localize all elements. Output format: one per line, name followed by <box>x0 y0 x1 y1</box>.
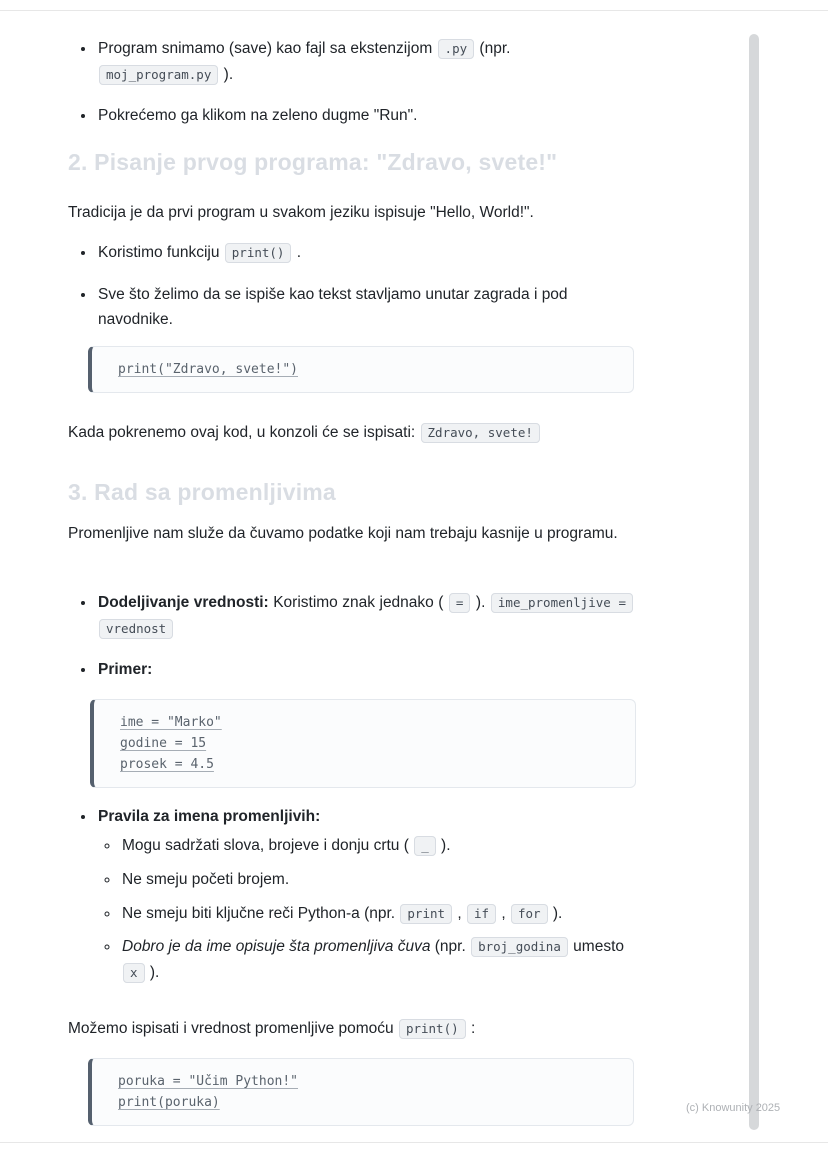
text-segment: Dodeljivanje vrednosti: <box>98 594 269 611</box>
inline-code: ime_promenljive = vrednost <box>99 593 633 639</box>
list-item-text <box>98 40 510 83</box>
paragraph-tradition: Tradicija je da prvi program u svakom jeziku ispisuje "Hello, World!". <box>68 204 534 221</box>
code-line: godine = 15 <box>120 735 207 751</box>
list-item-naming-rules <box>96 804 634 985</box>
inline-code: print() <box>225 243 292 263</box>
text-segment: Pravila za imena promenljivih: <box>98 807 321 825</box>
inline-code: print <box>400 904 452 924</box>
scrollbar-thumb[interactable] <box>749 34 759 1130</box>
list-item-text <box>122 837 451 854</box>
text-segment: ). <box>145 963 160 981</box>
text-segment: Sve što želimo da se ispiše kao tekst stavljamo unutar zagrada i pod navodnike. <box>98 285 568 329</box>
paragraph-console-output <box>68 420 634 446</box>
code-lines <box>118 1071 617 1113</box>
code-line: poruka = "Učim Python!" <box>118 1074 299 1089</box>
list-item-text <box>98 594 634 637</box>
page-top-edge <box>0 10 828 11</box>
inline-code: x <box>123 963 145 983</box>
inline-code: = <box>449 593 471 613</box>
inline-code: .py <box>438 39 475 59</box>
sublist-item <box>120 867 634 893</box>
text-segment: Mogu sadržati slova, brojeve i donju crtu ( <box>122 837 414 855</box>
list-item-example <box>96 657 634 788</box>
text-segment: Možemo ispisati i vrednost promenljive pomoću <box>68 1020 398 1037</box>
watermark: (c) Knowunity 2025 <box>686 1102 781 1114</box>
section-heading-3: 3. Rad sa promenljivima <box>68 479 336 505</box>
paragraph-text <box>68 424 541 441</box>
inline-code: if <box>467 904 496 924</box>
text-segment: Pokrećemo ga klikom na zeleno dugme "Run". <box>98 107 418 125</box>
sublist-item <box>120 833 634 859</box>
list-item-text <box>122 871 289 888</box>
list-item <box>96 240 634 266</box>
text-segment: ). <box>471 594 490 611</box>
sublist-naming-rules <box>98 833 634 985</box>
text-segment: ). <box>219 65 234 83</box>
bullet-list-print <box>68 240 634 349</box>
code-block-hello <box>88 346 634 393</box>
code-line: ime = "Marko" <box>120 714 222 730</box>
text-segment: . <box>292 244 302 261</box>
code-lines <box>120 712 619 775</box>
text-segment: ). <box>436 837 451 855</box>
list-item <box>96 282 634 333</box>
text-segment: Kada pokrenemo ovaj kod, u konzoli će se ispisati: <box>68 424 420 441</box>
code-line: prosek = 4.5 <box>120 756 214 772</box>
list-item-text <box>98 661 152 678</box>
code-lines <box>118 359 617 380</box>
bullet-list-saving <box>68 36 634 145</box>
text-segment: Ne smeju početi brojem. <box>122 870 290 888</box>
text-segment: Program snimamo (save) kao fajl sa ekstenzijom <box>98 40 437 57</box>
list-item <box>96 36 634 87</box>
text-segment: , <box>453 904 466 922</box>
section-heading-2: 2. Pisanje prvog programa: "Zdravo, svete!" <box>68 149 558 175</box>
inline-code: Zdravo, svete! <box>421 423 540 443</box>
text-segment: : <box>466 1020 476 1037</box>
text-segment: umesto <box>568 938 625 956</box>
paragraph-text <box>68 1020 475 1037</box>
list-item-text <box>122 905 562 922</box>
list-item-text <box>98 808 320 825</box>
text-segment: (npr. <box>430 938 471 956</box>
inline-code: for <box>511 904 548 924</box>
list-item-text <box>98 244 301 261</box>
list-item-assignment <box>96 590 634 641</box>
inline-code: print() <box>399 1019 466 1039</box>
sublist-item <box>120 901 634 927</box>
bullet-list-variables <box>68 590 634 1001</box>
inline-code: broj_godina <box>471 937 568 957</box>
list-item-text <box>98 107 417 124</box>
text-segment: Primer: <box>98 661 153 679</box>
text-segment: Koristimo znak jednako ( <box>268 594 448 611</box>
text-segment: ). <box>548 904 563 922</box>
text-segment: (npr. <box>475 40 511 57</box>
code-line: print("Zdravo, svete!") <box>118 362 299 377</box>
code-block-print-variable <box>88 1058 634 1126</box>
text-segment: Dobro je da ime opisuje šta promenljiva čuva <box>122 938 431 956</box>
list-item-text <box>98 286 568 329</box>
paragraph-print-variable <box>68 1016 634 1042</box>
code-block-example <box>90 699 636 788</box>
text-segment: Koristimo funkciju <box>98 244 224 261</box>
code-line: print(poruka) <box>118 1095 220 1111</box>
inline-code: _ <box>414 836 436 856</box>
text-segment: Ne smeju biti ključne reči Python-a (npr. <box>122 904 400 922</box>
text-segment: , <box>497 904 510 922</box>
sublist-item <box>120 934 634 985</box>
inline-code: moj_program.py <box>99 65 218 85</box>
page-bottom-edge <box>0 1142 828 1143</box>
paragraph-variables-intro: Promenljive nam služe da čuvamo podatke koji nam trebaju kasnije u programu. <box>68 525 618 542</box>
list-item-text <box>122 938 624 981</box>
list-item <box>96 103 634 129</box>
